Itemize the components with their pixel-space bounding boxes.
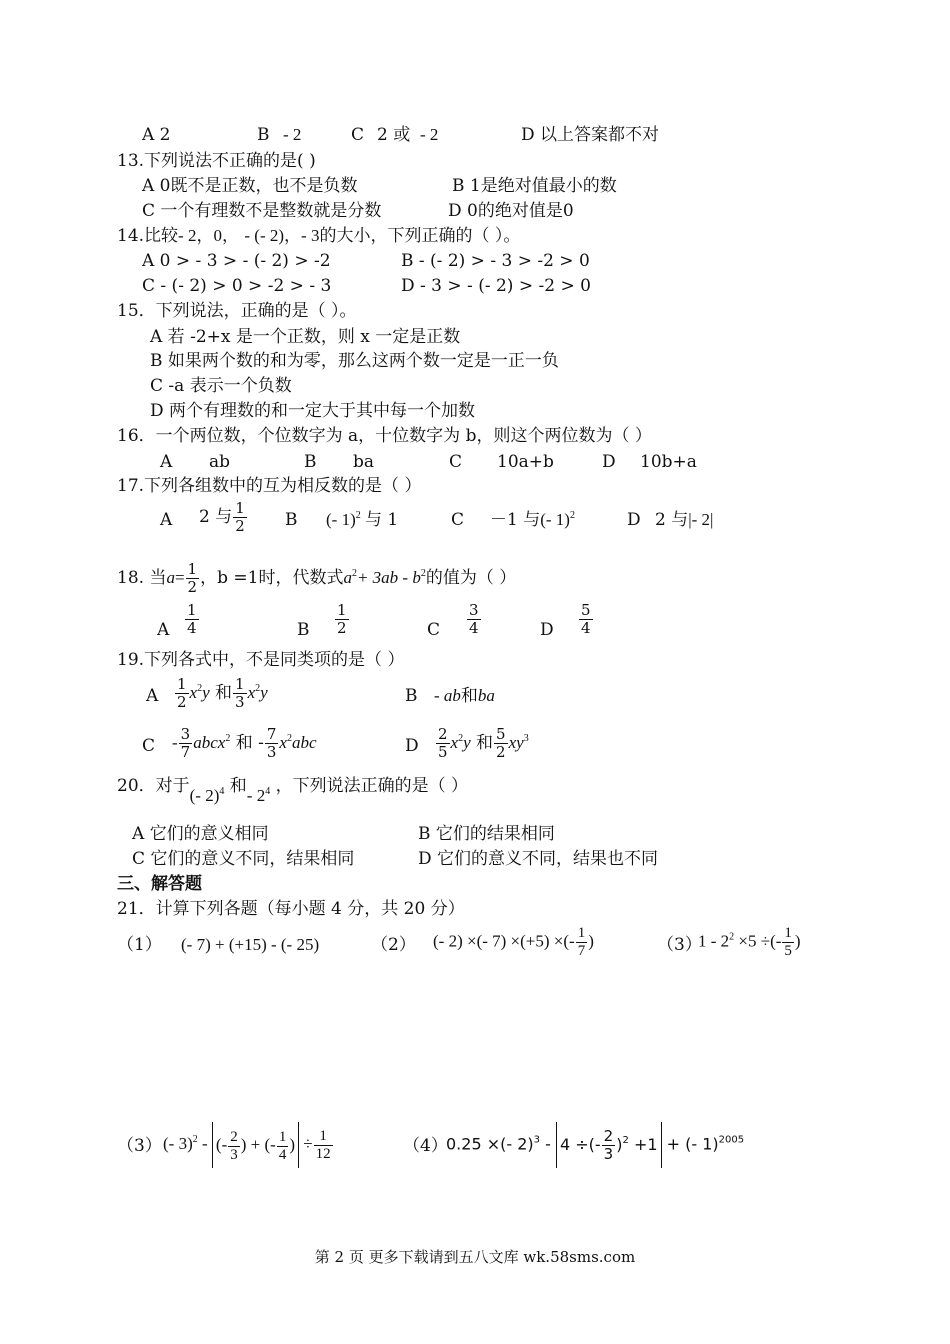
q18-stem bbox=[117, 561, 516, 596]
q19-c-den2: 3 bbox=[266, 743, 277, 761]
q14-option-a: A 0 > - 3 > - (- 2) > -2 bbox=[142, 251, 331, 271]
q21-part4-expr bbox=[163, 1122, 334, 1168]
q17-option-a-pre: 2 与 bbox=[199, 507, 233, 527]
q21-part3-expr bbox=[698, 925, 801, 960]
q21-part3-mid: ×5 ÷(- bbox=[738, 931, 782, 951]
q21-part4-pre: (- 3) bbox=[163, 1133, 193, 1153]
q18-option-b-den: 2 bbox=[337, 619, 347, 637]
q18-option-a-den: 4 bbox=[187, 619, 197, 637]
q14-option-b: B - (- 2) > - 3 > -2 > 0 bbox=[401, 251, 590, 271]
q19-a-term2-exp: 2 bbox=[255, 683, 261, 694]
q18-stem-post: 的值为（ ） bbox=[425, 568, 517, 588]
q21-part5-in2: ) bbox=[616, 1135, 623, 1154]
q16-option-a-letter: A bbox=[160, 452, 173, 472]
q16-option-b-value: ba bbox=[353, 452, 375, 472]
q19-d-num2: 5 bbox=[496, 725, 506, 743]
q19-b-he: 和 bbox=[460, 686, 478, 706]
q18-option-c-fraction bbox=[466, 602, 482, 637]
q21-part5-expr bbox=[446, 1122, 744, 1168]
q21-part5-label: （4） bbox=[403, 1136, 448, 1156]
q20-expr2 bbox=[247, 786, 270, 805]
q20-option-b: B 它们的结果相同 bbox=[418, 824, 555, 844]
q12-option-c-value: 2 或 bbox=[377, 125, 411, 145]
q20-stem-pre: 20．对于 bbox=[117, 776, 190, 796]
q13-option-a: A 0既不是正数，也不是负数 bbox=[142, 176, 358, 196]
q19-a-term2: x bbox=[247, 683, 256, 702]
q19-option-d bbox=[435, 726, 529, 761]
q19-a-den1: 2 bbox=[177, 693, 187, 711]
q17-option-b-expr: (- 1) bbox=[326, 510, 356, 529]
q21-part1-label: （1） bbox=[117, 935, 162, 955]
q18-option-c-den: 4 bbox=[469, 619, 479, 637]
q21-part2-num: 1 bbox=[577, 925, 586, 941]
q13-option-c: C 一个有理数不是整数就是分数 bbox=[142, 201, 382, 221]
q19-d-den2: 2 bbox=[496, 743, 506, 761]
q19-b-term2: ba bbox=[477, 686, 495, 705]
q17-option-d-pre: 2 与 bbox=[655, 510, 689, 530]
q19-d-term1: x bbox=[450, 733, 459, 752]
q17-option-d-expr: |- 2| bbox=[688, 510, 714, 529]
q19-b-term1: - ab bbox=[434, 686, 461, 705]
q21-part4-num2: 1 bbox=[278, 1128, 287, 1145]
q19-option-a-letter: A bbox=[146, 686, 159, 706]
section-3-title: 三、解答题 bbox=[117, 874, 202, 894]
q18-option-a-letter: A bbox=[157, 620, 170, 640]
q17-option-c bbox=[490, 510, 575, 530]
q19-option-a bbox=[174, 676, 268, 711]
q21-part3-label: （3） bbox=[657, 935, 702, 955]
q12-option-c-letter: C bbox=[351, 125, 365, 145]
q21-part2-main: (- 2) ×(- 7) ×(+5) ×(- bbox=[433, 931, 575, 951]
q17-a-numerator: 1 bbox=[235, 499, 245, 517]
q21-part4-in3: ) bbox=[289, 1135, 295, 1154]
q14-stem-post: 的大小，下列正确的（ ）。 bbox=[319, 226, 521, 246]
q17-option-b-post: 与 1 bbox=[364, 510, 399, 530]
q21-part3-close: ) bbox=[794, 931, 801, 951]
q17-option-c-pre: －1 与 bbox=[490, 510, 541, 530]
q17-option-c-exp: 2 bbox=[569, 510, 575, 521]
q12-option-c-value2: - 2 bbox=[420, 125, 439, 144]
q18-equals: = bbox=[174, 568, 185, 587]
q21-part4-num1: 2 bbox=[230, 1128, 238, 1145]
q14-number-2: 0 bbox=[213, 226, 222, 245]
q19-d-he: 和 bbox=[476, 733, 494, 753]
q19-a-num2: 1 bbox=[235, 675, 245, 693]
q14-stem-pre: 14.比较 bbox=[117, 226, 179, 246]
q21-part3-den: 5 bbox=[784, 943, 792, 959]
q17-option-c-expr: (- 1) bbox=[540, 510, 570, 529]
q12-option-b-letter: B bbox=[257, 125, 270, 145]
q18-b-part: ，b =1时，代数式 bbox=[200, 568, 344, 588]
q16-stem: 16．一个两位数，个位数字为 a，十位数字为 b，则这个两位数为（ ） bbox=[117, 426, 652, 446]
q21-part5-den: 3 bbox=[603, 1145, 614, 1163]
q18-expr-mid: + 3ab - b bbox=[356, 568, 421, 587]
q15-stem: 15．下列说法，正确的是（ ）。 bbox=[117, 301, 357, 321]
q19-a-den2: 3 bbox=[235, 693, 245, 711]
q19-a-term1-y: y bbox=[202, 683, 210, 702]
q18-option-b-num: 1 bbox=[337, 601, 347, 619]
q17-option-a-fraction bbox=[233, 500, 247, 535]
q17-option-a bbox=[199, 500, 248, 535]
q18-stem-pre: 18. 当 bbox=[117, 568, 167, 588]
q18-option-c-letter: C bbox=[427, 620, 441, 640]
q21-part3-num: 1 bbox=[784, 925, 792, 941]
q21-part5-num: 2 bbox=[603, 1127, 614, 1145]
q19-d-den1: 5 bbox=[438, 743, 448, 761]
q21-part5-minus: - bbox=[545, 1134, 551, 1154]
q16-option-c-value: 10a+b bbox=[497, 452, 554, 472]
q21-part5-in1: 4 ÷(- bbox=[559, 1135, 601, 1154]
q20-expr1-base: (- 2) bbox=[189, 786, 220, 805]
q18-option-d-num: 5 bbox=[581, 601, 591, 619]
q18-a-denominator: 2 bbox=[187, 578, 198, 596]
q19-option-b-letter: B bbox=[405, 686, 418, 706]
q21-part1-expr: (- 7) + (+15) - (- 25) bbox=[181, 935, 320, 954]
q13-option-d: D 0的绝对值是0 bbox=[448, 201, 574, 221]
q16-option-d-letter: D bbox=[602, 452, 616, 472]
q18-option-d-letter: D bbox=[540, 620, 554, 640]
q14-number-4: - 3 bbox=[301, 226, 320, 245]
q12-option-b-value: - 2 bbox=[283, 125, 302, 144]
q21-part4-den3: 12 bbox=[315, 1145, 331, 1162]
q20-expr2-base: - 2 bbox=[246, 786, 266, 805]
q21-part4-den1: 3 bbox=[230, 1146, 238, 1163]
q19-c-term1: abcx bbox=[193, 733, 226, 752]
q17-option-c-letter: C bbox=[451, 510, 465, 530]
q18-expr-exp: 2 bbox=[351, 568, 357, 579]
q18-option-b-fraction bbox=[334, 602, 350, 637]
q15-option-c: C -a 表示一个负数 bbox=[150, 376, 292, 396]
q16-option-d-value: 10b+a bbox=[640, 452, 697, 472]
q18-option-a-num: 1 bbox=[187, 601, 197, 619]
q21-part4-minus: - bbox=[201, 1133, 208, 1153]
q21-part4-num3: 1 bbox=[314, 1128, 333, 1146]
q21-part4-div: ÷ bbox=[303, 1133, 313, 1153]
q19-d-term2: xy bbox=[508, 733, 524, 752]
q19-a-term1-exp: 2 bbox=[197, 683, 203, 694]
q14-number-3: - (- 2) bbox=[244, 226, 285, 245]
q21-part5-exp: 3 bbox=[533, 1134, 541, 1146]
q19-c-term2-exp: 2 bbox=[286, 733, 292, 744]
q20-option-a: A 它们的意义相同 bbox=[132, 824, 269, 844]
q16-option-c-letter: C bbox=[449, 452, 463, 472]
q14-option-d: D - 3 > - (- 2) > -2 > 0 bbox=[401, 276, 591, 296]
q14-option-c: C - (- 2) > 0 > -2 > - 3 bbox=[142, 276, 332, 296]
q17-a-denominator: 2 bbox=[235, 517, 245, 535]
q21-part4-in2: ) + (- bbox=[240, 1135, 276, 1154]
q21-part4-in1: (- bbox=[215, 1135, 228, 1154]
q19-d-term1-y: y bbox=[463, 733, 471, 752]
q19-a-he: 和 bbox=[215, 683, 233, 703]
q16-option-b-letter: B bbox=[304, 452, 317, 472]
q19-a-num1: 1 bbox=[177, 675, 187, 693]
q19-c-term2b: abc bbox=[291, 733, 317, 752]
q19-d-term1-exp: 2 bbox=[458, 733, 464, 744]
q20-expr1-exp: 4 bbox=[219, 786, 225, 797]
q21-part4-bracket bbox=[212, 1122, 299, 1168]
q18-a-numerator: 1 bbox=[187, 560, 198, 578]
q19-d-term2-exp: 3 bbox=[523, 733, 529, 744]
q21-part3-exp: 2 bbox=[729, 931, 735, 943]
q19-stem: 19.下列各式中，不是同类项的是（ ） bbox=[117, 650, 405, 670]
q19-c-num1: 3 bbox=[180, 725, 191, 743]
q15-option-a: A 若 -2+x 是一个正数，则 x 一定是正数 bbox=[150, 327, 461, 347]
q20-option-c: C 它们的意义不同，结果相同 bbox=[132, 849, 355, 869]
q18-option-c-num: 3 bbox=[469, 601, 479, 619]
q19-c-den1: 7 bbox=[180, 743, 191, 761]
q20-expr2-exp: 4 bbox=[265, 786, 271, 797]
q21-part5-pre: 0.25 ×(- 2) bbox=[446, 1134, 534, 1154]
q20-expr1 bbox=[190, 786, 225, 805]
q19-option-b bbox=[434, 686, 495, 706]
q19-c-term2: x bbox=[279, 733, 287, 752]
q17-option-d-letter: D bbox=[627, 510, 641, 530]
q14-number-1: - 2 bbox=[178, 226, 197, 245]
q13-option-b: B 1是绝对值最小的数 bbox=[452, 176, 617, 196]
q21-part5-post: + (- 1) bbox=[666, 1134, 719, 1154]
q17-option-b-letter: B bbox=[285, 510, 298, 530]
q21-part4-exp: 2 bbox=[192, 1133, 198, 1145]
q15-option-d: D 两个有理数的和一定大于其中每一个加数 bbox=[150, 401, 476, 421]
q18-a-var: a bbox=[166, 568, 175, 587]
q14-stem: 14.比较- 2，0， - (- 2)，- 3的大小，下列正确的（ ）。 bbox=[117, 226, 521, 246]
q15-option-b: B 如果两个数的和为零，那么这两个数一定是一正一负 bbox=[150, 351, 559, 371]
q20-he: 和 bbox=[229, 776, 247, 796]
q13-stem: 13.下列说法不正确的是( ) bbox=[117, 151, 316, 171]
q18-expr-a: a bbox=[343, 568, 352, 587]
q19-c-term1-exp: 2 bbox=[225, 733, 231, 744]
q20-stem bbox=[117, 776, 469, 805]
q19-c-he: 和 - bbox=[235, 733, 264, 753]
q18-option-b-letter: B bbox=[297, 620, 310, 640]
q12-option-d: D 以上答案都不对 bbox=[521, 125, 660, 145]
q18-option-d-fraction bbox=[578, 602, 594, 637]
q21-part2-close: ) bbox=[588, 931, 594, 951]
q17-option-a-letter: A bbox=[160, 510, 173, 530]
q18-option-d-den: 4 bbox=[581, 619, 591, 637]
page-footer: 第 2 页 更多下载请到五八文库 wk.58sms.com bbox=[314, 1248, 636, 1266]
q21-stem: 21．计算下列各题（每小题 4 分，共 20 分） bbox=[117, 899, 465, 919]
q19-a-term1: x bbox=[189, 683, 198, 702]
q19-c-sign: - bbox=[172, 733, 178, 752]
q18-expr-exp2: 2 bbox=[420, 568, 426, 579]
q20-option-d: D 它们的意义不同，结果也不同 bbox=[418, 849, 659, 869]
q19-option-c-letter: C bbox=[142, 736, 156, 756]
q21-part5-in-exp: 2 bbox=[622, 1135, 629, 1146]
q21-part5-bracket bbox=[556, 1122, 662, 1168]
q19-c-num2: 7 bbox=[266, 725, 277, 743]
q21-part2-den: 7 bbox=[577, 943, 586, 959]
q17-stem: 17.下列各组数中的互为相反数的是（ ） bbox=[117, 476, 422, 496]
q19-d-num1: 2 bbox=[438, 725, 448, 743]
q17-option-b-exp: 2 bbox=[355, 510, 361, 521]
q17-option-b bbox=[326, 510, 398, 530]
q19-a-term2-y: y bbox=[260, 683, 268, 702]
q21-part3-pre: 1 - 2 bbox=[698, 931, 730, 951]
q19-option-c bbox=[172, 726, 317, 761]
q21-part4-den2: 4 bbox=[278, 1146, 287, 1163]
q20-stem-post: ，下列说法正确的是（ ） bbox=[275, 776, 469, 796]
q17-option-d bbox=[655, 510, 713, 530]
q18-a-fraction bbox=[186, 561, 200, 596]
q18-option-a-fraction bbox=[184, 602, 200, 637]
q21-part5-post-exp: 2005 bbox=[718, 1134, 745, 1146]
q16-option-a-value: ab bbox=[209, 452, 231, 472]
q21-part2-expr bbox=[433, 925, 594, 960]
q19-option-d-letter: D bbox=[405, 736, 419, 756]
q12-option-a: A 2 bbox=[142, 125, 171, 145]
q21-part5-in3: +1 bbox=[633, 1135, 658, 1154]
q21-part4-label: （3） bbox=[117, 1136, 162, 1156]
q21-part2-label: （2） bbox=[371, 935, 416, 955]
